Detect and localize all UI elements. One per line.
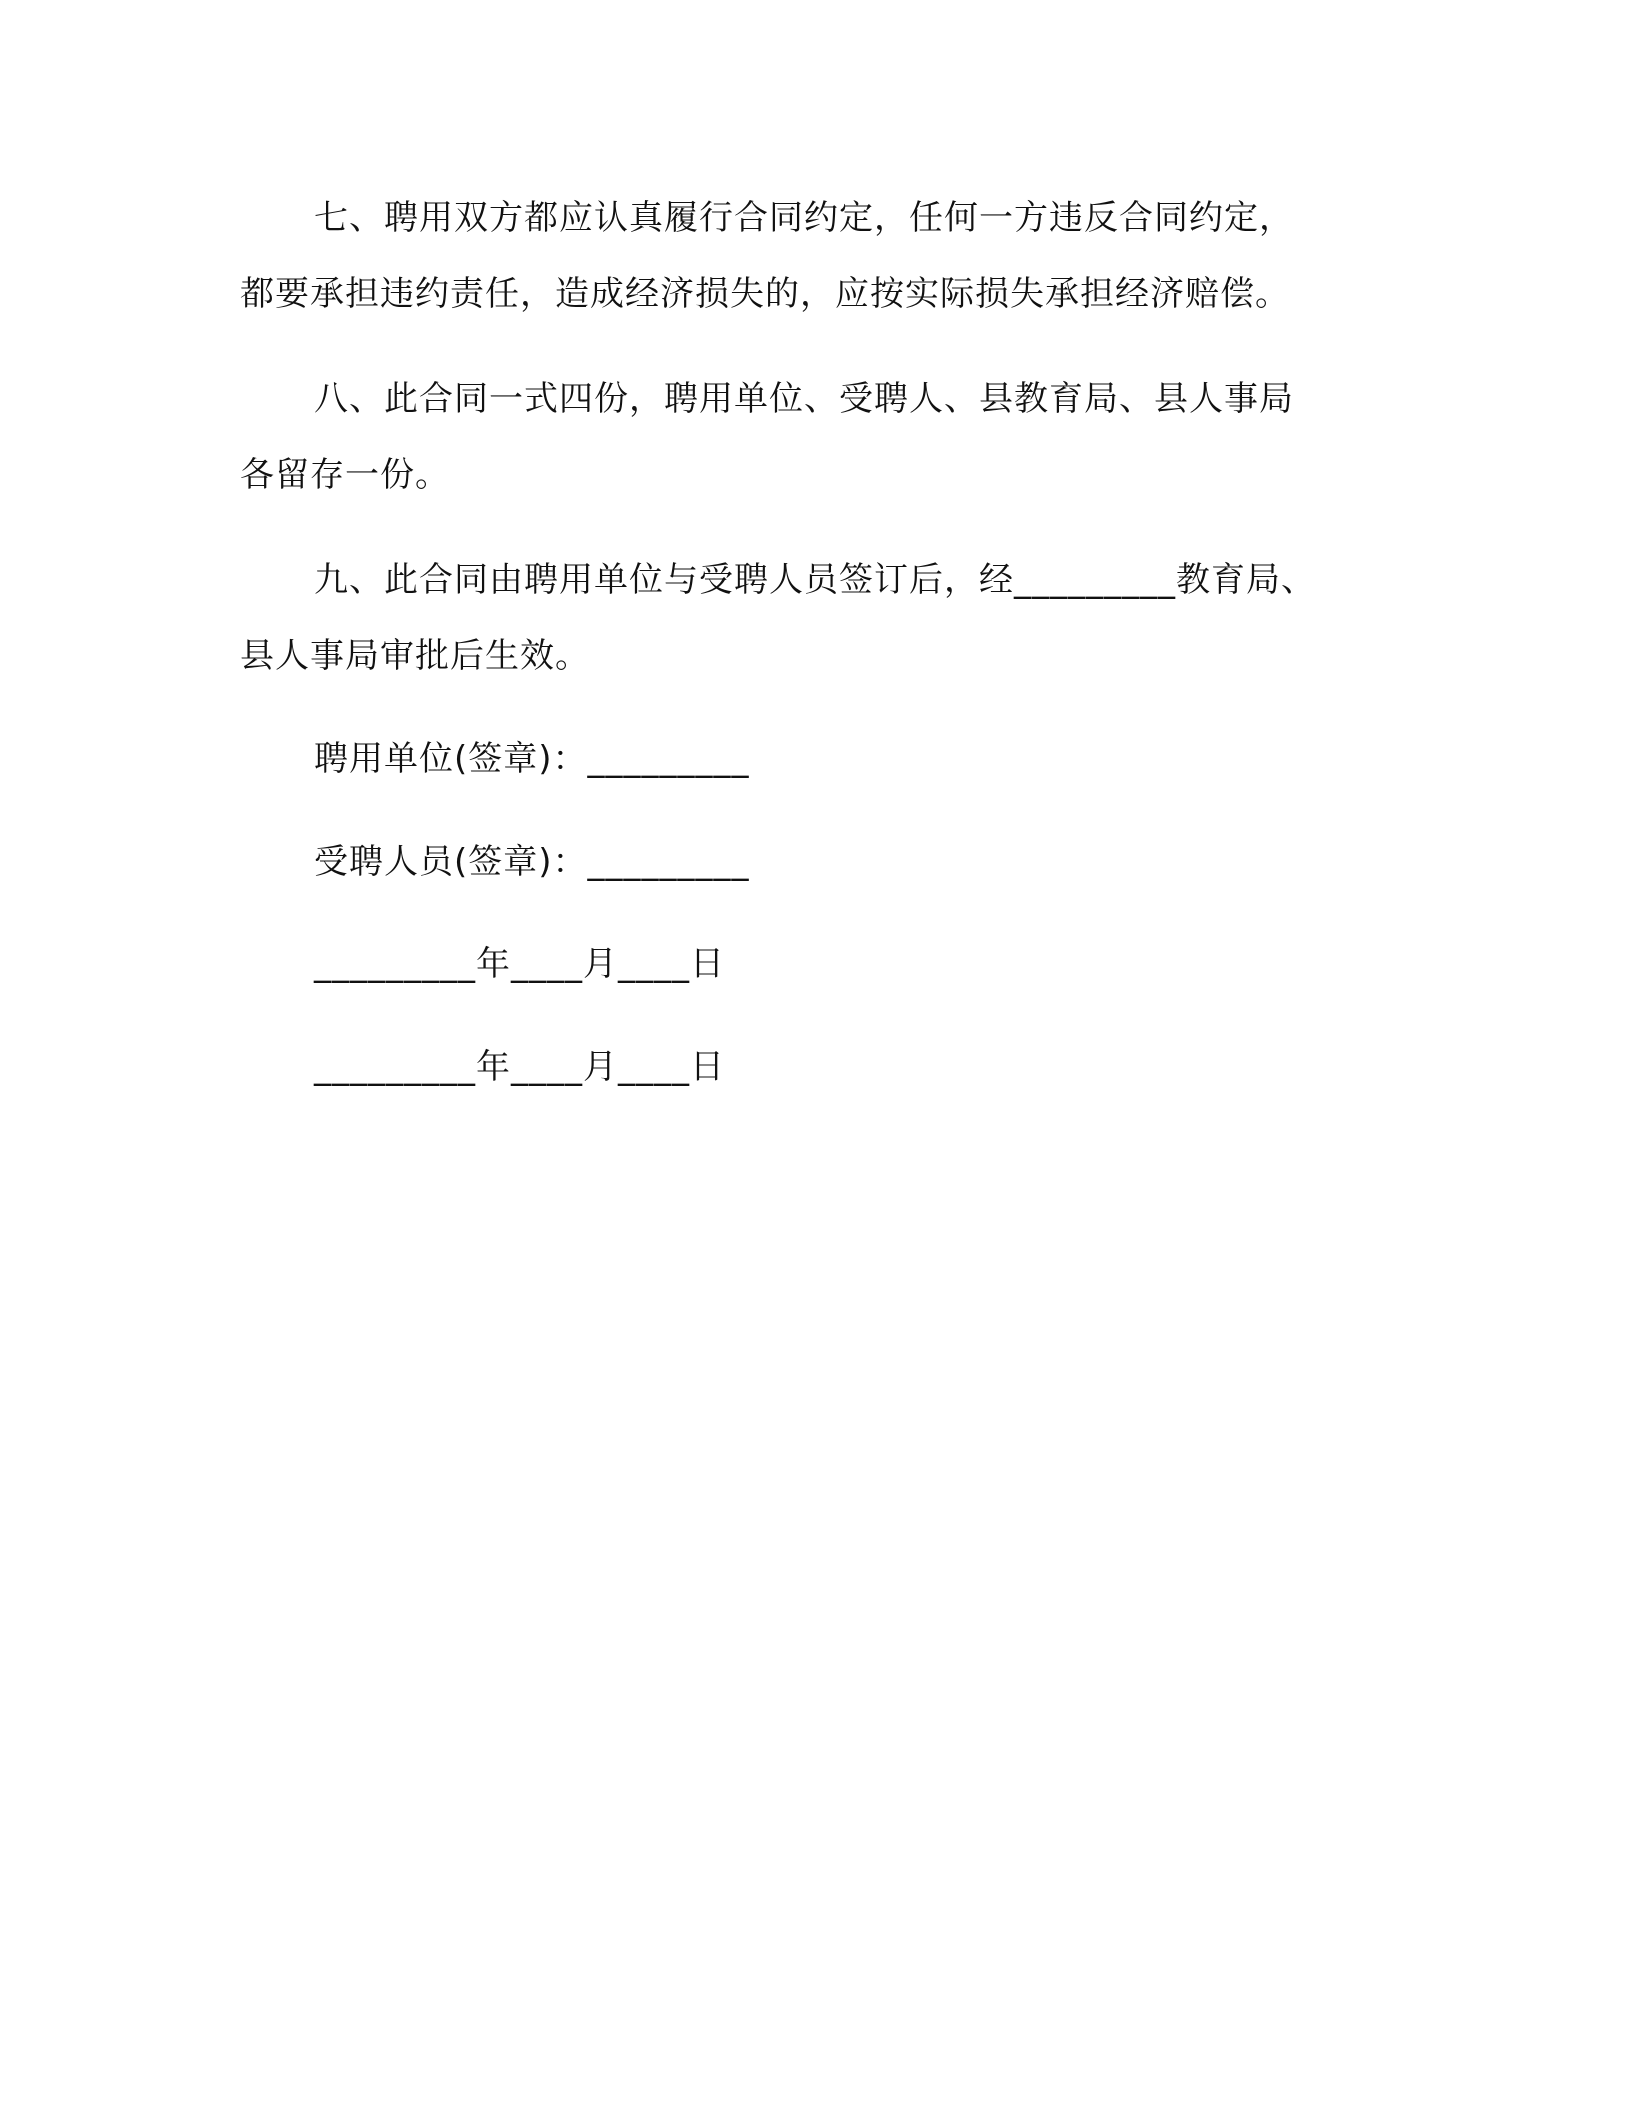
clause-9-line-1: 九、此合同由聘用单位与受聘人员签订后，经_________教育局、 — [314, 560, 1316, 600]
date-line-1: _________年____月____日 — [314, 944, 725, 984]
employer-signature-line: 聘用单位(签章)：_________ — [314, 739, 750, 779]
clause-8-line-2: 各留存一份。 — [240, 455, 450, 495]
clause-7-line-1: 七、聘用双方都应认真履行合同约定，任何一方违反合同约定， — [314, 198, 1294, 238]
clause-9-line-2: 县人事局审批后生效。 — [240, 636, 590, 676]
clause-8-line-1: 八、此合同一式四份，聘用单位、受聘人、县教育局、县人事局 — [314, 379, 1294, 419]
employee-signature-line: 受聘人员(签章)：_________ — [314, 842, 750, 882]
date-line-2: _________年____月____日 — [314, 1047, 725, 1087]
clause-7-line-2: 都要承担违约责任，造成经济损失的，应按实际损失承担经济赔偿。 — [240, 274, 1290, 314]
